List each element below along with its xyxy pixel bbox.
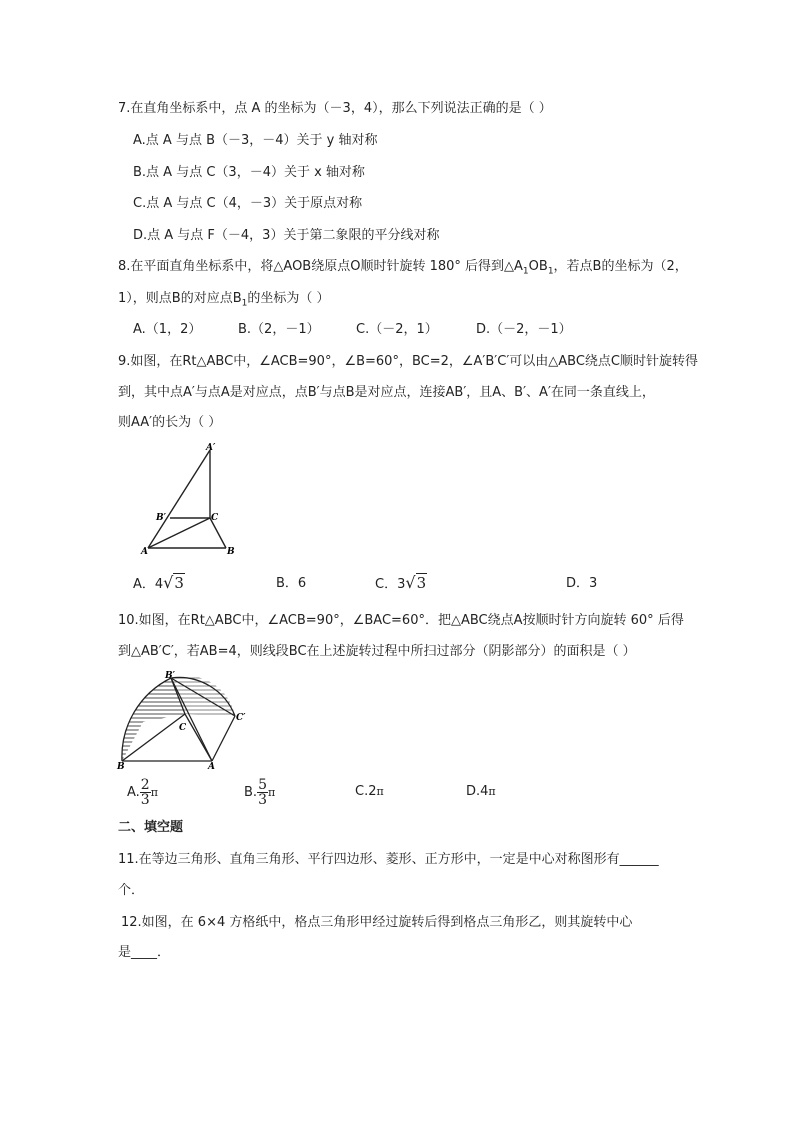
- q10-stem-line2: 到△AB′C′，若AB=4，则线段BC在上述旋转过程中所扫过部分（阴影部分）的面积是（ ）: [118, 644, 636, 659]
- q12-stem-line1: 12.如图，在 6×4 方格纸中，格点三角形甲经过旋转后得到格点三角形乙，则其旋转中心: [121, 915, 633, 930]
- q10-label-b: B: [117, 762, 125, 770]
- q10-label-b-prime: B′: [165, 671, 175, 681]
- q7-option-d: D.点 A 与点 F（－4，3）关于第二象限的平分线对称: [133, 228, 440, 243]
- q9-stem-line3: 则AA′的长为（ ）: [118, 415, 222, 430]
- section-heading-fill-in: 二、填空题: [118, 820, 184, 835]
- q9-option-d: D．3: [566, 576, 598, 591]
- q10-stem-line1: 10.如图，在Rt△ABC中，∠ACB=90°，∠BAC=60°．把△ABC绕点A按顺时针方向旋转 60° 后得: [118, 613, 684, 628]
- q10-option-d: D.4π: [466, 784, 496, 799]
- q11-stem-line1: 11.在等边三角形、直角三角形、平行四边形、菱形、正方形中，一定是中心对称图形有______: [118, 852, 659, 867]
- q11-stem-line2: 个．: [118, 883, 145, 898]
- q9-option-c: C．3√3: [375, 573, 427, 592]
- q10-figure: [115, 668, 250, 770]
- q9-option-b: B．6: [276, 576, 307, 591]
- q9-label-a-prime: A′: [206, 443, 216, 453]
- q7-option-c: C.点 A 与点 C（4，－3）关于原点对称: [133, 196, 363, 211]
- q9-label-b-prime: B′: [156, 513, 166, 523]
- q8-stem-line1: 8.在平面直角坐标系中，将△AOB绕原点O顺时针旋转 180° 后得到$\triangle A_1OB_1$，若点B的坐标为（2，: [118, 259, 688, 277]
- q9-label-c: C: [211, 513, 219, 523]
- q8-option-b: B.（2，－1）: [238, 322, 320, 337]
- q9-stem-line1: 9.如图，在Rt△ABC中，∠ACB=90°，∠B=60°，BC=2，∠A′B′C′可以由△ABC绕点C顺时针旋转得: [118, 354, 699, 369]
- q9-figure: [140, 440, 240, 560]
- q8-option-c: C.（－2，1）: [356, 322, 438, 337]
- q10-label-a: A: [208, 762, 215, 770]
- q8-stem-line2: 1），则点B的对应点$B_1$的坐标为（ ）: [118, 291, 330, 309]
- q10-label-c: C: [179, 723, 187, 733]
- q7-option-b: B.点 A 与点 C（3，－4）关于 x 轴对称: [133, 165, 365, 180]
- q8-option-a: A.（1，2）: [133, 322, 202, 337]
- q12-stem-line2: 是____．: [118, 945, 171, 960]
- q10-option-c: C.2π: [355, 784, 384, 799]
- q8-option-d: D.（－2，－1）: [476, 322, 572, 337]
- q9-label-b: B: [227, 547, 235, 557]
- q7-stem: 7.在直角坐标系中，点 A 的坐标为（－3，4），那么下列说法正确的是（ ）: [118, 101, 552, 116]
- q10-label-c-prime: C′: [236, 713, 246, 723]
- q9-option-a: A．4√3: [133, 573, 184, 592]
- q9-label-a: A: [141, 547, 148, 557]
- q9-stem-line2: 到，其中点A′与点A是对应点，点B′与点B是对应点，连接AB′，且A、B′、A′在同一条直线上，: [118, 385, 655, 400]
- q7-option-a: A.点 A 与点 B（－3，－4）关于 y 轴对称: [133, 133, 378, 148]
- q10-option-b: B. $\frac{5}{3}$ π: [244, 777, 276, 808]
- q10-option-a: A. $\frac{2}{3}$ π: [127, 777, 158, 808]
